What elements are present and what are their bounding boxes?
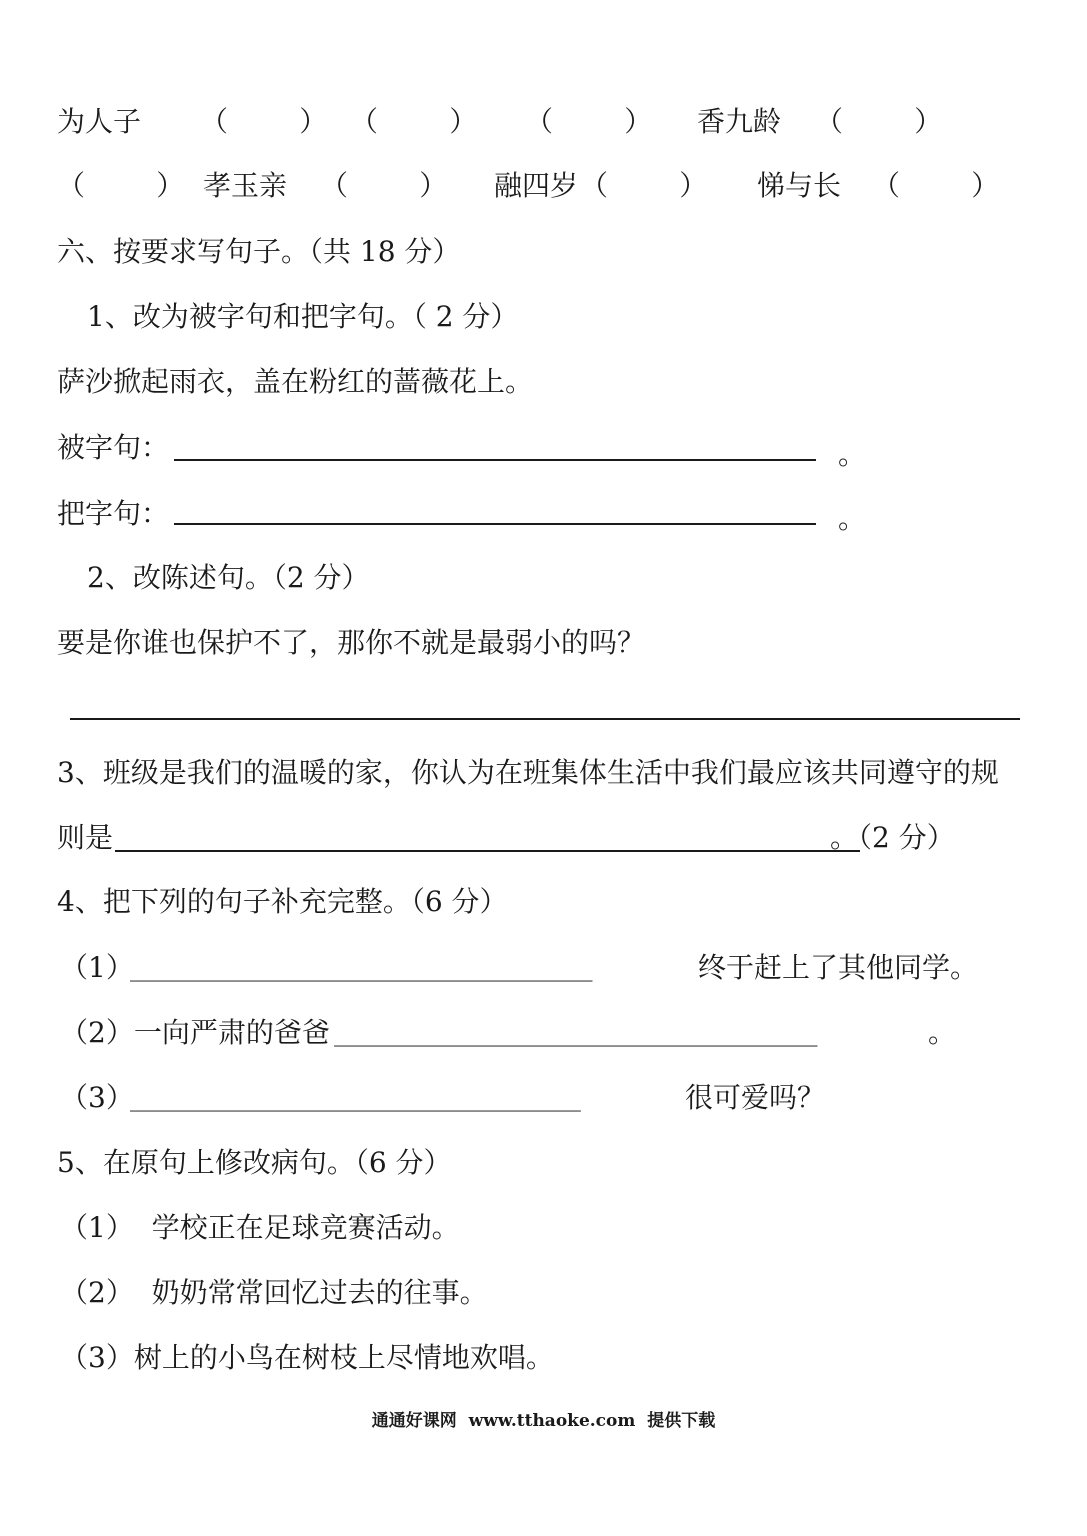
q1-title: 1、改为被字句和把字句。（ 2 分）: [87, 300, 519, 333]
q3-line2-prefix: 则是: [57, 821, 114, 854]
footer-source: 通通好课网 www.tthaoke.com 提供下载: [371, 1411, 716, 1431]
word-wei-ren-zi: 为人子: [57, 105, 142, 138]
word-xiang-jiu-ling: 香九龄: [697, 105, 782, 138]
answer-paren: （ ）: [815, 105, 943, 138]
answer-paren: （ ）: [350, 105, 478, 138]
q4-item3-prefix: （3）: [60, 1081, 134, 1114]
ba-end-mark: 。: [838, 502, 867, 535]
ba-answer-line[interactable]: [174, 523, 816, 525]
section-heading: 六、按要求写句子。（共 18 分）: [57, 235, 461, 268]
q4-item1-prefix: （1）: [60, 951, 134, 984]
q4-item2-suffix: 。: [928, 1016, 957, 1049]
q2-answer-line[interactable]: [70, 718, 1020, 720]
answer-paren: （ ）: [580, 169, 708, 202]
ba-label: 把字句：: [57, 497, 170, 530]
q4-title: 4、把下列的句子补充完整。（6 分）: [57, 885, 508, 918]
q4-item1-suffix: 终于赶上了其他同学。: [698, 951, 979, 984]
word-xiao-yu-qin: 孝玉亲: [203, 169, 288, 202]
bei-label: 被字句：: [57, 431, 170, 464]
q3-line1: 3、班级是我们的温暖的家，你认为在班集体生活中我们最应该共同遵守的规: [57, 756, 999, 789]
q3-answer-line[interactable]: [115, 850, 860, 852]
q3-line2-suffix: 。（2 分）: [830, 821, 955, 854]
q2-sentence: 要是你谁也保护不了，那你不就是最弱小的吗？: [57, 626, 646, 659]
q5-item2: （2） 奶奶常常回忆过去的往事。: [60, 1276, 488, 1309]
q5-title: 5、在原句上修改病句。（6 分）: [57, 1146, 452, 1179]
q4-item2-prefix: （2）一向严肃的爸爸: [60, 1016, 330, 1049]
answer-paren: （ ）: [200, 105, 328, 138]
answer-paren: （ ）: [320, 169, 448, 202]
answer-paren: （ ）: [525, 105, 653, 138]
word-rong-si-sui: 融四岁: [494, 169, 579, 202]
q4-item2-blank[interactable]: __________________________________________: [334, 1019, 817, 1047]
q4-item3-suffix: 很可爱吗？: [685, 1081, 826, 1114]
q1-sentence: 萨沙掀起雨衣，盖在粉红的蔷薇花上。: [57, 365, 534, 398]
q2-title: 2、改陈述句。（2 分）: [87, 561, 370, 594]
word-ti-yu-zhang: 悌与长: [757, 169, 842, 202]
q5-item3: （3）树上的小鸟在树枝上尽情地欢唱。: [60, 1341, 554, 1374]
q5-item1: （1） 学校正在足球竞赛活动。: [60, 1211, 460, 1244]
q4-item3-blank[interactable]: _______________________________________: [130, 1084, 581, 1112]
q4-item1-blank[interactable]: ________________________________________: [130, 954, 593, 982]
bei-end-mark: 。: [838, 438, 867, 471]
bei-answer-line[interactable]: [174, 459, 816, 461]
answer-paren: （ ）: [872, 169, 1000, 202]
answer-paren: （ ）: [57, 169, 185, 202]
